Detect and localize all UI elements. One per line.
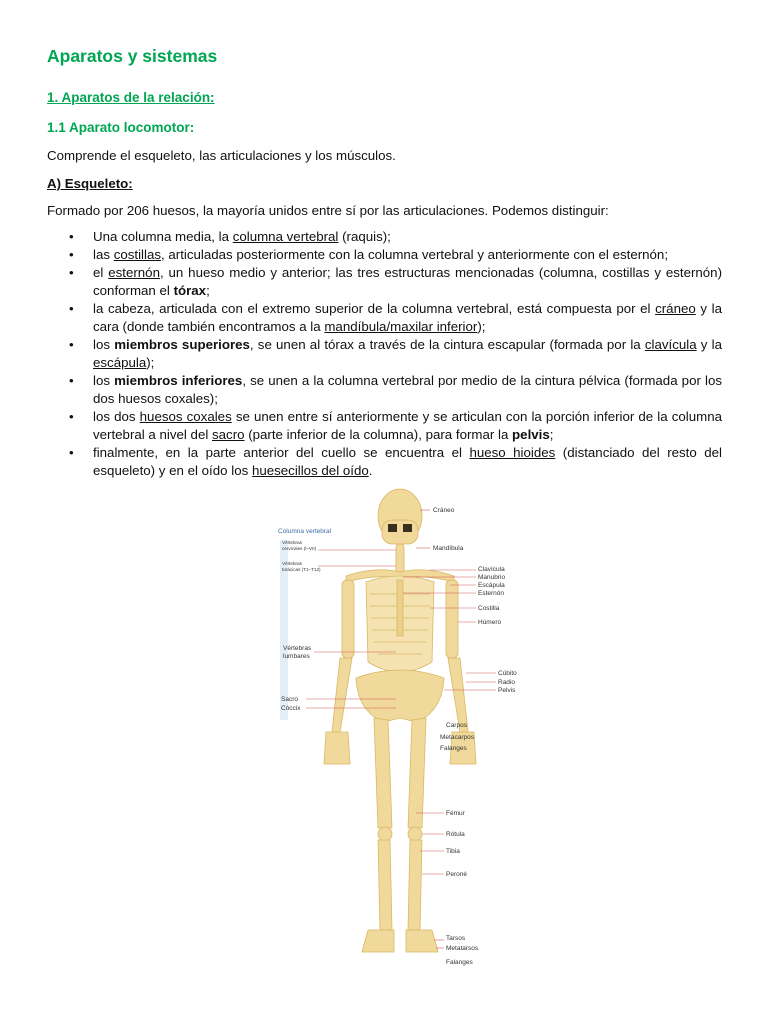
label-tibia: Tibia [446, 848, 460, 855]
bullet-icon: • [69, 247, 74, 262]
label-cubito: Cúbito [498, 670, 517, 677]
label-falanges-mano: Falanges [440, 745, 467, 752]
list-item: • los miembros inferiores, se unen a la columna vertebral por medio de la cintura pélvica (formada por los dos huesos coxales); [69, 373, 722, 406]
tibia-left [408, 840, 422, 930]
eye-socket-right [403, 524, 412, 532]
term-pelvis: pelvis [512, 427, 550, 442]
label-tarsos: Tarsos [446, 935, 466, 942]
label-coccix: Cóccix [281, 705, 301, 712]
label-vertebras-cervicales-2: cervicales (I–VII) [282, 546, 317, 551]
label-columna-vertebral: Columna vertebral [278, 528, 332, 535]
label-mandibula: Mandíbula [433, 545, 464, 552]
term-miembros-inferiores: miembros inferiores [114, 373, 243, 388]
term-miembros-superiores: miembros superiores [114, 337, 250, 352]
femur-left [408, 718, 426, 828]
femur-right [374, 718, 392, 828]
list-item: • las costillas, articuladas posteriormente con la columna vertebral y anteriormente con el esternón; [69, 247, 669, 262]
hand-right [324, 732, 350, 764]
bullet-list [47, 228, 722, 480]
subheading-esqueleto: A) Esqueleto: [47, 176, 133, 191]
term-clavicula: clavícula [644, 337, 697, 352]
label-vertebras-cervicales-1: Vértebras [282, 540, 302, 545]
pelvis [356, 670, 444, 722]
term-craneo: cráneo [655, 301, 696, 316]
label-clavicula: Clavícula [478, 566, 505, 573]
tibia-right [378, 840, 392, 930]
bullet-icon: • [69, 229, 74, 244]
bullet-icon: • [69, 337, 74, 352]
section-heading-aparato-locomotor: 1.1 Aparato locomotor: [47, 120, 195, 135]
label-manubrio: Manubrio [478, 574, 506, 581]
label-metacarpos: Metacarpos [440, 734, 474, 741]
label-vertebras-lumbares-2: lumbares [283, 653, 310, 660]
label-falanges-pie: Falanges [446, 959, 473, 966]
term-huesecillos: huesecillos del oído [251, 463, 369, 478]
term-escapula: escápula [93, 355, 147, 370]
label-escapula: Escápula [478, 582, 505, 589]
label-rotula: Rótula [446, 831, 465, 838]
label-costilla: Costilla [478, 605, 500, 612]
list-item: • la cabeza, articulada con el extremo superior de la columna vertebral, está compuesta por el cráneo y la cara (donde también encontramos a la mandíbula/maxilar inferior); [69, 301, 722, 334]
term-esternon: esternón [108, 265, 160, 280]
foot-left [406, 930, 438, 952]
bullet-icon: • [69, 445, 74, 460]
term-sacro: sacro [212, 427, 245, 442]
term-columna-vertebral: columna vertebral [232, 229, 339, 244]
skeleton-diagram [270, 482, 532, 976]
list-item: • el esternón, un hueso medio y anterior; las tres estructuras mencionadas (columna, costillas y esternón) conforman el tórax; [69, 265, 723, 298]
label-femur: Fémur [446, 810, 465, 817]
term-hueso-hioides: hueso hioides [469, 445, 556, 460]
term-mandibula: mandíbula/maxilar inferior [324, 319, 478, 334]
forearm-right [332, 658, 352, 732]
term-huesos-coxales: huesos coxales [139, 409, 232, 424]
formado-paragraph: Formado por 206 huesos, la mayoría unidos entre sí por las articulaciones. Podemos distinguir: [47, 203, 609, 218]
label-perone: Peroné [446, 871, 467, 878]
label-craneo: Cráneo [433, 507, 455, 514]
skeleton-svg [270, 482, 532, 976]
bullet-icon: • [69, 265, 74, 280]
label-esternon: Esternón [478, 590, 505, 597]
page-title: Aparatos y sistemas [47, 46, 218, 66]
humerus-left [446, 580, 458, 658]
term-costillas: costillas [113, 247, 161, 262]
skeleton-figure [324, 489, 476, 952]
label-vertebras-toracicas-1: Vértebras [282, 561, 302, 566]
intro-paragraph: Comprende el esqueleto, las articulaciones y los músculos. [47, 148, 396, 163]
label-carpos: Carpos [446, 722, 467, 729]
bullet-icon: • [69, 301, 74, 316]
eye-socket-left [388, 524, 397, 532]
label-radio: Radio [498, 679, 515, 686]
label-sacro: Sacro [281, 696, 298, 703]
jaw [382, 520, 418, 544]
list-item: • los dos huesos coxales se unen entre sí anteriormente y se articulan con la porción inferior de la columna vertebral a nivel del sacro (parte inferior de la columna), para formar la pelvis; [69, 409, 723, 442]
patella-right [378, 827, 392, 841]
list-item: • los miembros superiores, se unen al tórax a través de la cintura escapular (formada por la clavícula y la escápula); [69, 337, 722, 370]
bullet-icon: • [69, 409, 74, 424]
humerus-right [342, 580, 354, 658]
forearm-left [448, 658, 468, 732]
list-item: • finalmente, en la parte anterior del cuello se encuentra el hueso hioides (distanciado del resto del esqueleto) y en el oído los huesecillos del oído. [69, 445, 722, 478]
sternum [397, 580, 403, 636]
label-vertebras-lumbares-1: Vértebras [283, 645, 312, 652]
bullet-icon: • [69, 373, 74, 388]
label-humero: Húmero [478, 619, 502, 626]
label-metatarsos: Metatarsos [446, 945, 479, 952]
patella-left [408, 827, 422, 841]
list-item: • Una columna media, la columna vertebral (raquis); [69, 229, 391, 244]
foot-right [362, 930, 394, 952]
label-pelvis: Pelvis [498, 687, 516, 694]
section-heading-aparatos-relacion: 1. Aparatos de la relación: [47, 90, 215, 105]
label-vertebras-toracicas-2: torácicas (T1–T12) [282, 567, 321, 572]
term-torax: tórax [173, 283, 207, 298]
